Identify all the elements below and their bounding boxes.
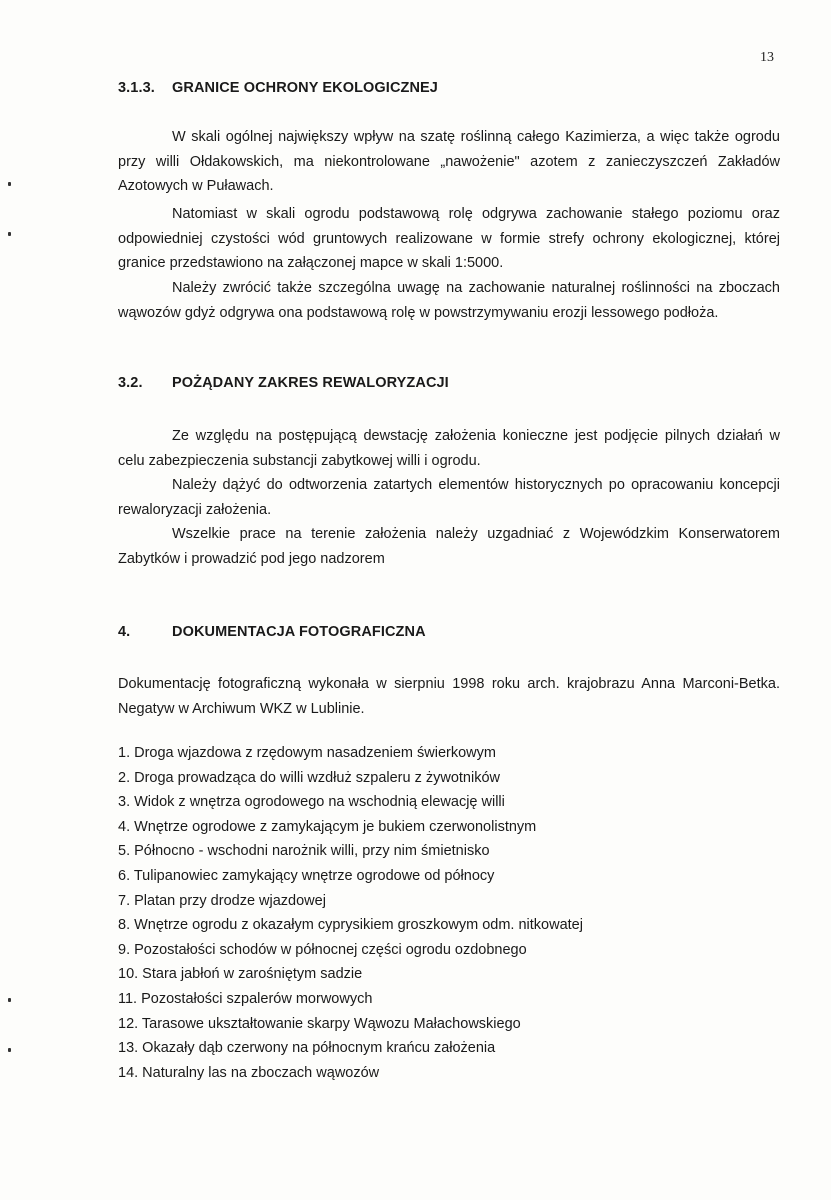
list-item: 14. Naturalny las na zboczach wąwozów — [118, 1064, 380, 1081]
section-number: 3.1.3. — [118, 80, 155, 96]
list-item: 6. Tulipanowiec zamykający wnętrze ogrodowe od północy — [118, 867, 495, 884]
paragraph: Należy zwrócić także szczególna uwagę na zachowanie naturalnej roślinności na zboczach wąwozów gdyż odgrywa ona podstawową rolę w powstrzymywaniu erozji lessowego podłoża. — [118, 280, 780, 321]
scan-mark — [8, 182, 11, 186]
list-item: 13. Okazały dąb czerwony na północnym krańcu założenia — [118, 1040, 496, 1057]
section-title: POŻĄDANY ZAKRES REWALORYZACJI — [172, 375, 449, 391]
list-item: 4. Wnętrze ogrodowe z zamykającym je bukiem czerwonolistnym — [118, 818, 537, 835]
section-title: GRANICE OCHRONY EKOLOGICZNEJ — [172, 80, 438, 96]
intro-paragraph: Dokumentację fotograficzną wykonała w sierpniu 1998 roku arch. krajobrazu Anna Marconi-Betka. Negatyw w Archiwum WKZ w Lublinie. — [118, 676, 780, 717]
list-item: 5. Północno - wschodni narożnik willi, przy nim śmietnisko — [118, 843, 490, 860]
scan-mark — [8, 1048, 11, 1052]
paragraph: Należy dążyć do odtworzenia zatartych elementów historycznych po opracowaniu koncepcji rewaloryzacji założenia. — [118, 477, 780, 518]
scan-mark — [8, 998, 11, 1002]
section-number: 4. — [118, 624, 131, 640]
section-heading-313 — [118, 80, 438, 96]
section-heading-4 — [118, 624, 426, 640]
list-item: 7. Platan przy drodze wjazdowej — [118, 892, 326, 909]
photo-list — [118, 741, 583, 1085]
page-number: 13 — [760, 50, 774, 65]
section-heading-32 — [118, 375, 449, 391]
list-item: 12. Tarasowe ukształtowanie skarpy Wąwozu Małachowskiego — [118, 1015, 521, 1032]
scan-mark — [8, 232, 11, 236]
list-item: 10. Stara jabłoń w zarośniętym sadzie — [118, 966, 363, 983]
list-item: 3. Widok z wnętrza ogrodowego na wschodnią elewację willi — [118, 794, 505, 811]
section-number: 3.2. — [118, 375, 143, 391]
list-item: 1. Droga wjazdowa z rzędowym nasadzeniem świerkowym — [118, 745, 496, 761]
list-item: 8. Wnętrze ogrodu z okazałym cyprysikiem groszkowym odm. nitkowatej — [118, 917, 583, 934]
paragraph: Natomiast w skali ogrodu podstawową rolę odgrywa zachowanie stałego poziomu oraz odpowiedniej czystości wód gruntowych realizowane w formie strefy ochrony ekologicznej, której granice przedstawiono na załączonej mapce w skali 1:5000. — [118, 206, 780, 271]
list-item: 11. Pozostałości szpalerów morwowych — [118, 990, 373, 1007]
paragraph: W skali ogólnej największy wpływ na szatę roślinną całego Kazimierza, a więc także ogrodu przy willi Ołdakowskich, ma niekontrolowane „nawożenie" azotem z zanieczyszczeń Zakładów Azotowych w Puławach. — [118, 129, 780, 194]
section-title: DOKUMENTACJA FOTOGRAFICZNA — [172, 624, 426, 640]
list-item: 9. Pozostałości schodów w północnej części ogrodu ozdobnego — [118, 941, 527, 958]
paragraph: Ze względu na postępującą dewstację założenia konieczne jest podjęcie pilnych działań w celu zabezpieczenia substancji zabytkowej willi i ogrodu. — [118, 428, 780, 469]
list-item: 2. Droga prowadząca do willi wzdłuż szpaleru z żywotników — [118, 769, 500, 786]
paragraph: Wszelkie prace na terenie założenia należy uzgadniać z Wojewódzkim Konserwatorem Zabytków i prowadzić pod jego nadzorem — [118, 526, 780, 567]
